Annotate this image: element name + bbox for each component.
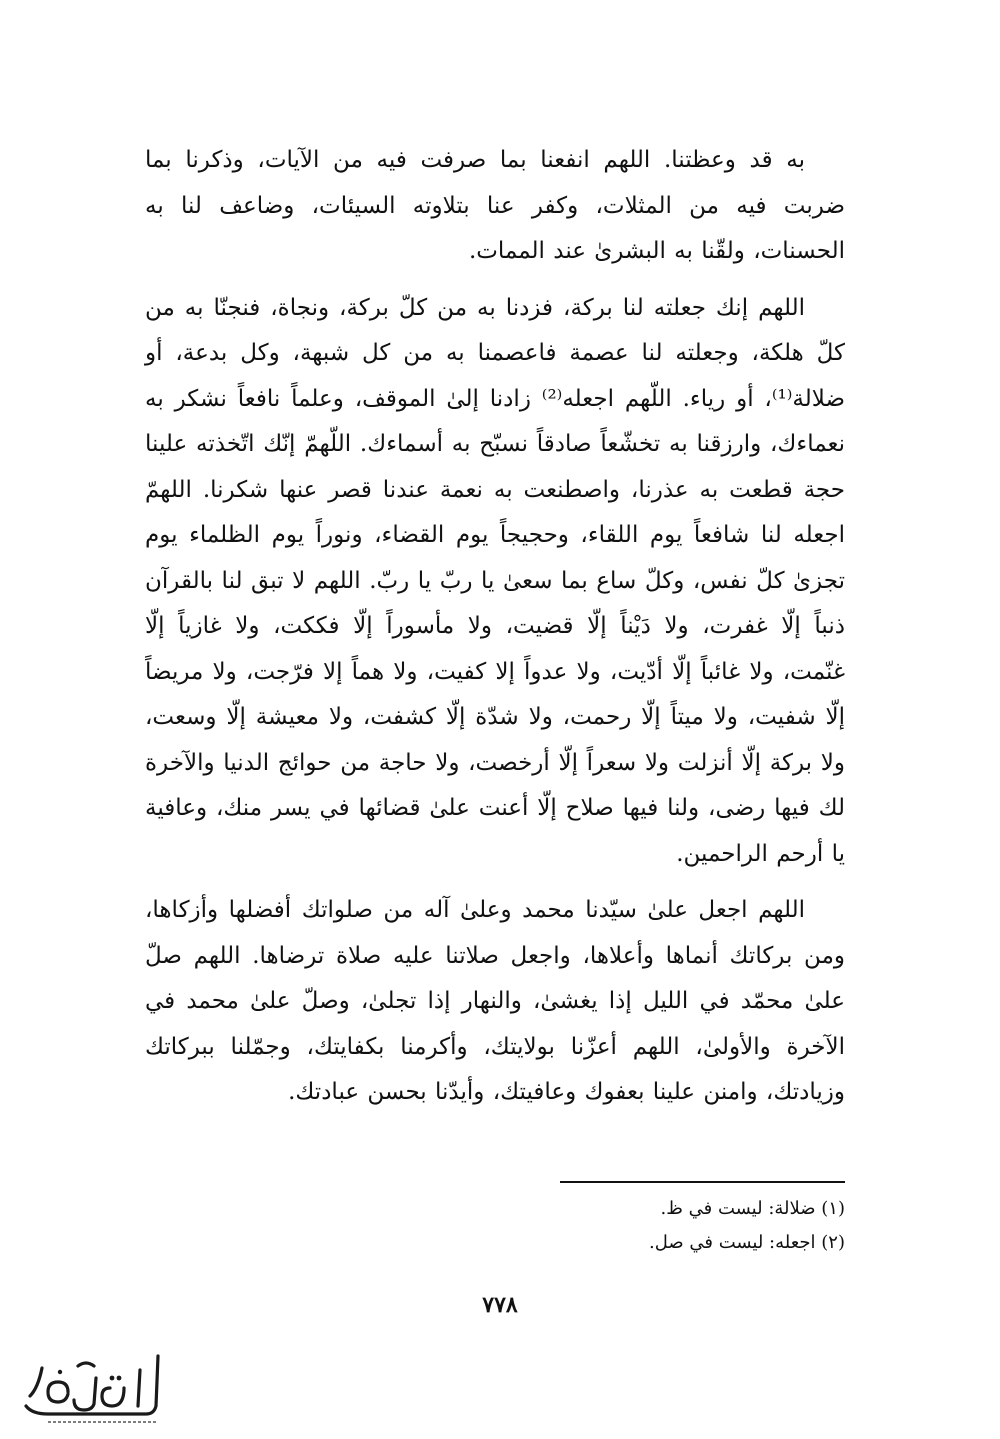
footnotes: [420, 1192, 845, 1260]
footnote-1: (١) ضلالة: ليست في ظ.: [660, 1198, 845, 1219]
footnote-separator: [560, 1181, 845, 1183]
page-number: ٧٧٨: [482, 1292, 518, 1318]
paragraph-2: اللهم إنك جعلته لنا بركة، فزدنا به من كلّ بركة، ونجاة، فنجنّا به من كلّ هلكة، وجعلته لنا عصمة فاعصمنا به من كل شبهة، وكل بدعة، أو ضلالة⁽¹⁾، أو رياء. اللّهم اجعله⁽²⁾ زادنا إلىٰ الموقف، وعلماً نافعاً نشكر به نعماءك، وارزقنا به تخشّعاً صادقاً نسبّح به أسماءك. اللّهمّ إنّك اتّخذته علينا حجة قطعت به عذرنا، واصطنعت به نعمة عندنا قصر عنها شكرنا. اللهمّ اجعله لنا شافعاً يوم اللقاء، وحجيجاً يوم القضاء، ونوراً يوم الظلماء يوم تجزىٰ كلّ نفس، وكلّ ساع بما سعىٰ يا ربّ يا ربّ. اللهم لا تبق لنا بالقرآن ذنباً إلّا غفرت، ولا دَيْناً إلّا قضيت، ولا مأسوراً إلّا فككت، ولا غازياً إلّا غنّمت، ولا غائباً إلّا أدّيت، ولا عدواً إلا كفيت، ولا هماً إلا فرّجت، ولا مريضاً إلّا شفيت، ولا ميتاً إلّا رحمت، ولا شدّة إلّا كشفت، ولا معيشة إلّا وسعت، ولا بركة إلّا أنزلت ولا سعراً إلّا أرخصت، ولا حاجة من حوائج الدنيا والآخرة لك فيها رضى، ولنا فيها صلاح إلّا أعنت علىٰ قضائها في يسر منك، وعافية يا أرحم الراحمين.: [145, 294, 845, 867]
watermark-logo-icon: [8, 1348, 178, 1428]
main-text: [145, 138, 845, 1116]
paragraph-1: به قد وعظتنا. اللهم انفعنا بما صرفت فيه من الآيات، وذكرنا بما ضربت فيه من المثلات، وكفر عنا بتلاوته السيئات، وضاعف لنا به الحسنات، ولقّنا به البشرىٰ عند الممات.: [145, 147, 845, 264]
paragraph-3: اللهم اجعل علىٰ سيّدنا محمد وعلىٰ آله من صلواتك أفضلها وأزكاها، ومن بركاتك أنماها وأعلاها، واجعل صلاتنا عليه صلاة ترضاها. اللهم صلّ علىٰ محمّد في الليل إذا يغشىٰ، والنهار إذا تجلىٰ، وصلّ علىٰ محمد في الآخرة والأولىٰ، اللهم أعزّنا بولايتك، وأكرمنا بكفايتك، وجمّلنا ببركاتك وزيادتك، وامنن علينا بعفوك وعافيتك، وأيدّنا بحسن عبادتك.: [145, 897, 845, 1105]
footnote-2: (٢) اجعله: ليست في صل.: [649, 1232, 845, 1253]
